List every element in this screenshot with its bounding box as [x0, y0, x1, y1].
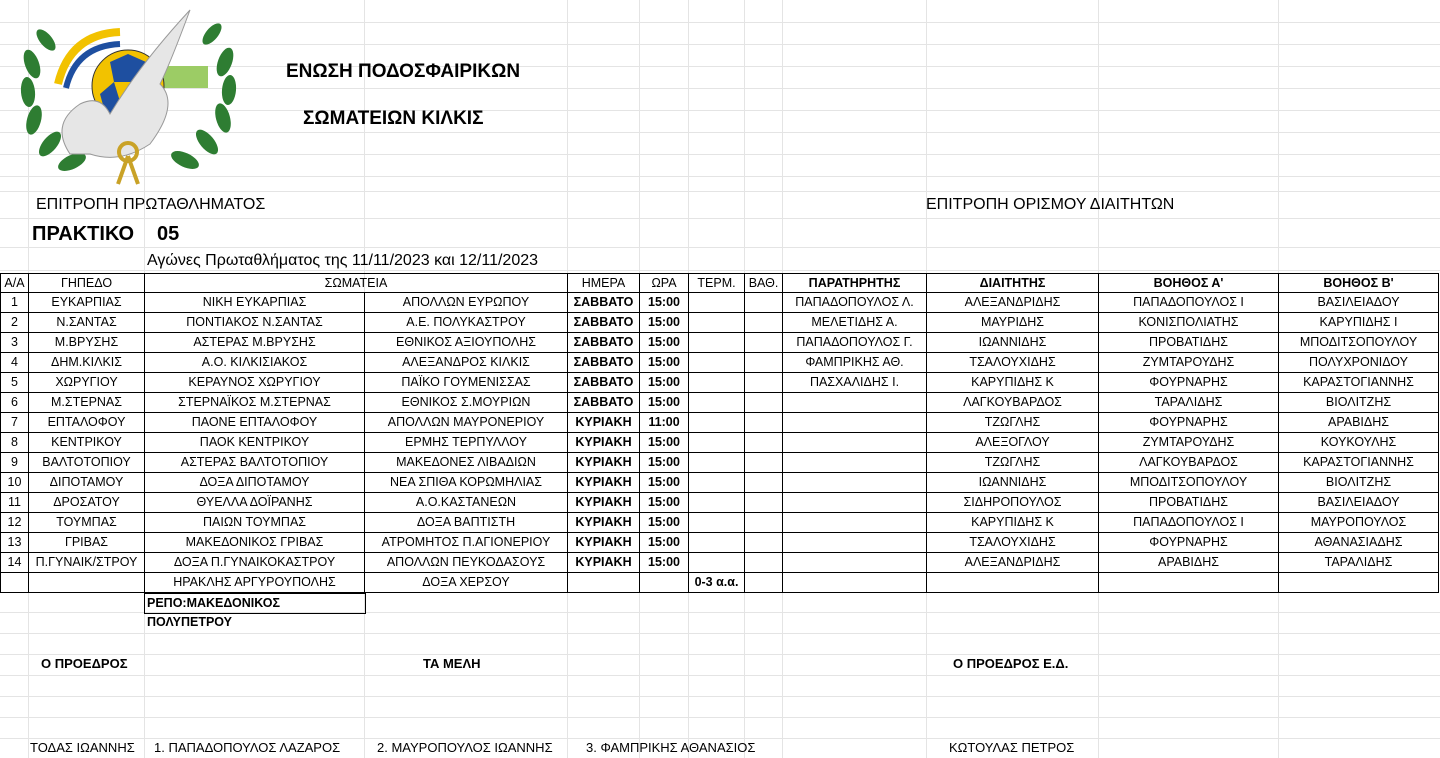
- table-row: [1, 333, 1439, 353]
- cell-referee: ΙΩΑΝΝΙΔΗΣ: [927, 473, 1099, 493]
- cell-day: ΚΥΡΙΑΚΗ: [568, 533, 640, 553]
- cell-assistant-b: ΚΑΡΥΠΙΔΗΣ Ι: [1279, 313, 1439, 333]
- cell-stadium: ΕΥΚΑΡΠΙΑΣ: [29, 293, 145, 313]
- cell-day: ΚΥΡΙΑΚΗ: [568, 453, 640, 473]
- cell-assistant-a: ΦΟΥΡΝΑΡΗΣ: [1099, 373, 1279, 393]
- header-time: ΩΡΑ: [640, 274, 689, 293]
- header-day: ΗΜΕΡΑ: [568, 274, 640, 293]
- cell-term: [689, 533, 745, 553]
- cell-stadium: ΔΗΜ.ΚΙΛΚΙΣ: [29, 353, 145, 373]
- signature-president: ΤΟΔΑΣ ΙΩΑΝΝΗΣ: [30, 740, 135, 755]
- cell-home: ΑΣΤΕΡΑΣ Μ.ΒΡΥΣΗΣ: [145, 333, 365, 353]
- cell-aa: 11: [1, 493, 29, 513]
- federation-logo: [10, 4, 248, 190]
- cell-home: ΔΟΞΑ ΔΙΠΟΤΑΜΟΥ: [145, 473, 365, 493]
- cell-referee: ΛΑΓΚΟΥΒΑΡΔΟΣ: [927, 393, 1099, 413]
- cell-day: [568, 573, 640, 593]
- cell-assistant-a: [1099, 573, 1279, 593]
- signature-member-3: 3. ΦΑΜΠΡΙΚΗΣ ΑΘΑΝΑΣΙΟΣ: [586, 740, 756, 755]
- cell-stadium: ΔΡΟΣΑΤΟΥ: [29, 493, 145, 513]
- cell-assistant-b: ΑΡΑΒΙΔΗΣ: [1279, 413, 1439, 433]
- cell-away: Α.Ε. ΠΟΛΥΚΑΣΤΡΟΥ: [365, 313, 568, 333]
- cell-day: ΚΥΡΙΑΚΗ: [568, 493, 640, 513]
- cell-referee: ΤΖΩΓΛΗΣ: [927, 453, 1099, 473]
- cell-term: [689, 393, 745, 413]
- table-header-row: [1, 274, 1439, 293]
- cell-away: Α.Ο.ΚΑΣΤΑΝΕΩΝ: [365, 493, 568, 513]
- table-row: [1, 293, 1439, 313]
- president-ed-label: Ο ΠΡΟΕΔΡΟΣ Ε.Δ.: [953, 656, 1069, 671]
- cell-day: ΚΥΡΙΑΚΗ: [568, 513, 640, 533]
- cell-referee: [927, 573, 1099, 593]
- cell-aa: 10: [1, 473, 29, 493]
- cell-stadium: ΒΑΛΤΟΤΟΠΙΟΥ: [29, 453, 145, 473]
- cell-aa: 6: [1, 393, 29, 413]
- cell-aa: [1, 573, 29, 593]
- members-label: ΤΑ ΜΕΛΗ: [423, 656, 481, 671]
- table-row: [1, 553, 1439, 573]
- cell-away: ΑΤΡΟΜΗΤΟΣ Π.ΑΓΙΟΝΕΡΙΟΥ: [365, 533, 568, 553]
- cell-home: ΜΑΚΕΔΟΝΙΚΟΣ ΓΡΙΒΑΣ: [145, 533, 365, 553]
- cell-day: ΚΥΡΙΑΚΗ: [568, 433, 640, 453]
- table-row: [1, 373, 1439, 393]
- table-row: [1, 513, 1439, 533]
- cell-grade: [745, 513, 783, 533]
- cell-assistant-b: ΒΙΟΛΙΤΖΗΣ: [1279, 473, 1439, 493]
- cell-stadium: ΕΠΤΑΛΟΦΟΥ: [29, 413, 145, 433]
- cell-referee: ΣΙΔΗΡΟΠΟΥΛΟΣ: [927, 493, 1099, 513]
- cell-observer: [783, 393, 927, 413]
- cell-time: 15:00: [640, 553, 689, 573]
- cell-day: ΣΑΒΒΑΤΟ: [568, 293, 640, 313]
- cell-assistant-a: ΛΑΓΚΟΥΒΑΡΔΟΣ: [1099, 453, 1279, 473]
- cell-time: 15:00: [640, 393, 689, 413]
- cell-term: [689, 473, 745, 493]
- repo-cell: ΡΕΠΟ:ΜΑΚΕΔΟΝΙΚΟΣ ΠΟΛΥΠΕΤΡΟΥ: [144, 593, 366, 614]
- cell-assistant-a: ΦΟΥΡΝΑΡΗΣ: [1099, 413, 1279, 433]
- cell-aa: 14: [1, 553, 29, 573]
- header-teams: ΣΩΜΑΤΕΙΑ: [145, 274, 568, 293]
- cell-grade: [745, 313, 783, 333]
- cell-home: ΔΟΞΑ Π.ΓΥΝΑΙΚΟΚΑΣΤΡΟΥ: [145, 553, 365, 573]
- signature-member-1: 1. ΠΑΠΑΔΟΠΟΥΛΟΣ ΛΑΖΑΡΟΣ: [154, 740, 341, 755]
- cell-grade: [745, 473, 783, 493]
- cell-aa: 12: [1, 513, 29, 533]
- cell-assistant-b: [1279, 573, 1439, 593]
- cell-stadium: ΓΡΙΒΑΣ: [29, 533, 145, 553]
- cell-referee: ΑΛΕΞΑΝΔΡΙΔΗΣ: [927, 293, 1099, 313]
- cell-term: [689, 433, 745, 453]
- cell-away: ΔΟΞΑ ΧΕΡΣΟΥ: [365, 573, 568, 593]
- signature-member-2: 2. ΜΑΥΡΟΠΟΥΛΟΣ ΙΩΑΝΝΗΣ: [377, 740, 553, 755]
- cell-assistant-a: ΠΑΠΑΔΟΠΟΥΛΟΣ Ι: [1099, 293, 1279, 313]
- table-row: [1, 533, 1439, 553]
- cell-day: ΚΥΡΙΑΚΗ: [568, 553, 640, 573]
- cell-away: ΑΠΟΛΛΩΝ ΕΥΡΩΠΟΥ: [365, 293, 568, 313]
- cell-time: 15:00: [640, 333, 689, 353]
- cell-assistant-b: ΒΑΣΙΛΕΙΑΔΟΥ: [1279, 493, 1439, 513]
- cell-home: ΠΑΟΚ ΚΕΝΤΡΙΚΟΥ: [145, 433, 365, 453]
- cell-aa: 9: [1, 453, 29, 473]
- praktiko-label: ΠΡΑΚΤΙΚΟ: [32, 223, 135, 245]
- cell-home: ΠΟΝΤΙΑΚΟΣ Ν.ΣΑΝΤΑΣ: [145, 313, 365, 333]
- cell-time: 15:00: [640, 513, 689, 533]
- cell-stadium: Μ.ΣΤΕΡΝΑΣ: [29, 393, 145, 413]
- cell-observer: [783, 553, 927, 573]
- header-assistant-b: ΒΟΗΘΟΣ Β': [1279, 274, 1439, 293]
- cell-term: [689, 333, 745, 353]
- cell-day: ΣΑΒΒΑΤΟ: [568, 313, 640, 333]
- cell-assistant-a: ΖΥΜΤΑΡΟΥΔΗΣ: [1099, 353, 1279, 373]
- cell-assistant-b: ΠΟΛΥΧΡΟΝΙΔΟΥ: [1279, 353, 1439, 373]
- praktiko-number: 05: [157, 223, 180, 245]
- cell-assistant-a: ΑΡΑΒΙΔΗΣ: [1099, 553, 1279, 573]
- header-term: ΤΕΡΜ.: [689, 274, 745, 293]
- cell-term: 0-3 α.α.: [689, 573, 745, 593]
- cell-referee: ΜΑΥΡΙΔΗΣ: [927, 313, 1099, 333]
- cell-time: 15:00: [640, 473, 689, 493]
- cell-aa: 13: [1, 533, 29, 553]
- cell-aa: 4: [1, 353, 29, 373]
- cell-time: 15:00: [640, 373, 689, 393]
- fixtures-table: [0, 273, 1439, 593]
- cell-aa: 2: [1, 313, 29, 333]
- cell-observer: [783, 513, 927, 533]
- cell-day: ΚΥΡΙΑΚΗ: [568, 473, 640, 493]
- cell-referee: ΤΣΑΛΟΥΧΙΔΗΣ: [927, 353, 1099, 373]
- table-row: [1, 413, 1439, 433]
- cell-observer: [783, 453, 927, 473]
- cell-home: Α.Ο. ΚΙΛΚΙΣΙΑΚΟΣ: [145, 353, 365, 373]
- table-row: [1, 573, 1439, 593]
- president-label: Ο ΠΡΟΕΔΡΟΣ: [41, 656, 128, 671]
- cell-time: 11:00: [640, 413, 689, 433]
- cell-term: [689, 493, 745, 513]
- header-referee: ΔΙΑΙΤΗΤΗΣ: [927, 274, 1099, 293]
- cell-aa: 8: [1, 433, 29, 453]
- cell-stadium: ΧΩΡΥΓΙΟΥ: [29, 373, 145, 393]
- header-stadium: ΓΗΠΕΔΟ: [29, 274, 145, 293]
- cell-observer: ΠΑΠΑΔΟΠΟΥΛΟΣ Γ.: [783, 333, 927, 353]
- header-observer: ΠΑΡΑΤΗΡΗΤΗΣ: [783, 274, 927, 293]
- cell-referee: ΚΑΡΥΠΙΔΗΣ Κ: [927, 373, 1099, 393]
- table-row: [1, 313, 1439, 333]
- cell-home: ΣΤΕΡΝΑΪΚΟΣ Μ.ΣΤΕΡΝΑΣ: [145, 393, 365, 413]
- cell-assistant-b: ΚΑΡΑΣΤΟΓΙΑΝΝΗΣ: [1279, 373, 1439, 393]
- table-row: [1, 433, 1439, 453]
- cell-away: ΑΛΕΞΑΝΔΡΟΣ ΚΙΛΚΙΣ: [365, 353, 568, 373]
- table-row: [1, 353, 1439, 373]
- cell-assistant-a: ΚΟΝΙΣΠΟΛΙΑΤΗΣ: [1099, 313, 1279, 333]
- cell-time: [640, 573, 689, 593]
- cell-home: ΠΑΟΝΕ ΕΠΤΑΛΟΦΟΥ: [145, 413, 365, 433]
- cell-term: [689, 453, 745, 473]
- table-row: [1, 393, 1439, 413]
- cell-referee: ΑΛΕΞΑΝΔΡΙΔΗΣ: [927, 553, 1099, 573]
- cell-assistant-a: ΦΟΥΡΝΑΡΗΣ: [1099, 533, 1279, 553]
- cell-assistant-a: ΖΥΜΤΑΡΟΥΔΗΣ: [1099, 433, 1279, 453]
- cell-away: ΕΘΝΙΚΟΣ ΑΞΙΟΥΠΟΛΗΣ: [365, 333, 568, 353]
- cell-time: 15:00: [640, 493, 689, 513]
- cell-stadium: Π.ΓΥΝΑΙΚ/ΣΤΡΟΥ: [29, 553, 145, 573]
- cell-grade: [745, 553, 783, 573]
- table-row: [1, 493, 1439, 513]
- cell-day: ΣΑΒΒΑΤΟ: [568, 333, 640, 353]
- table-row: [1, 453, 1439, 473]
- cell-grade: [745, 353, 783, 373]
- cell-stadium: ΔΙΠΟΤΑΜΟΥ: [29, 473, 145, 493]
- cell-home: ΝΙΚΗ ΕΥΚΑΡΠΙΑΣ: [145, 293, 365, 313]
- cell-away: ΠΑΪΚΟ ΓΟΥΜΕΝΙΣΣΑΣ: [365, 373, 568, 393]
- cell-aa: 5: [1, 373, 29, 393]
- cell-observer: ΠΑΠΑΔΟΠΟΥΛΟΣ Λ.: [783, 293, 927, 313]
- cell-grade: [745, 533, 783, 553]
- cell-assistant-a: ΜΠΟΔΙΤΣΟΠΟΥΛΟΥ: [1099, 473, 1279, 493]
- cell-referee: ΙΩΑΝΝΙΔΗΣ: [927, 333, 1099, 353]
- cell-term: [689, 293, 745, 313]
- cell-assistant-a: ΠΡΟΒΑΤΙΔΗΣ: [1099, 333, 1279, 353]
- cell-observer: [783, 533, 927, 553]
- cell-term: [689, 553, 745, 573]
- cell-assistant-b: ΚΑΡΑΣΤΟΓΙΑΝΝΗΣ: [1279, 453, 1439, 473]
- cell-grade: [745, 373, 783, 393]
- cell-observer: [783, 473, 927, 493]
- cell-grade: [745, 453, 783, 473]
- cell-stadium: ΚΕΝΤΡΙΚΟΥ: [29, 433, 145, 453]
- cell-time: 15:00: [640, 293, 689, 313]
- cell-time: 15:00: [640, 533, 689, 553]
- cell-stadium: ΤΟΥΜΠΑΣ: [29, 513, 145, 533]
- cell-away: ΔΟΞΑ ΒΑΠΤΙΣΤΗ: [365, 513, 568, 533]
- cell-home: ΑΣΤΕΡΑΣ ΒΑΛΤΟΤΟΠΙΟΥ: [145, 453, 365, 473]
- cell-time: 15:00: [640, 353, 689, 373]
- matchday-subtitle: Αγώνες Πρωταθλήματος της 11/11/2023 και 12/11/2023: [147, 252, 539, 269]
- header-grade: ΒΑΘ.: [745, 274, 783, 293]
- cell-assistant-b: ΜΑΥΡΟΠΟΥΛΟΣ: [1279, 513, 1439, 533]
- cell-observer: ΜΕΛΕΤΙΔΗΣ Α.: [783, 313, 927, 333]
- cell-term: [689, 413, 745, 433]
- cell-stadium: [29, 573, 145, 593]
- cell-away: ΝΕΑ ΣΠΙΘΑ ΚΟΡΩΜΗΛΙΑΣ: [365, 473, 568, 493]
- cell-assistant-b: ΒΙΟΛΙΤΖΗΣ: [1279, 393, 1439, 413]
- cell-observer: ΠΑΣΧΑΛΙΔΗΣ Ι.: [783, 373, 927, 393]
- cell-away: ΕΘΝΙΚΟΣ Σ.ΜΟΥΡΙΩΝ: [365, 393, 568, 413]
- cell-assistant-a: ΠΡΟΒΑΤΙΔΗΣ: [1099, 493, 1279, 513]
- cell-assistant-b: ΚΟΥΚΟΥΛΗΣ: [1279, 433, 1439, 453]
- cell-assistant-b: ΜΠΟΔΙΤΣΟΠΟΥΛΟΥ: [1279, 333, 1439, 353]
- cell-term: [689, 353, 745, 373]
- cell-home: ΚΕΡΑΥΝΟΣ ΧΩΡΥΓΙΟΥ: [145, 373, 365, 393]
- cell-day: ΣΑΒΒΑΤΟ: [568, 353, 640, 373]
- cell-observer: [783, 493, 927, 513]
- cell-observer: [783, 573, 927, 593]
- cell-time: 15:00: [640, 433, 689, 453]
- cell-grade: [745, 413, 783, 433]
- referee-committee-label: ΕΠΙΤΡΟΠΗ ΟΡΙΣΜΟΥ ΔΙΑΙΤΗΤΩΝ: [926, 196, 1175, 213]
- cell-aa: 1: [1, 293, 29, 313]
- cell-observer: [783, 413, 927, 433]
- cell-day: ΣΑΒΒΑΤΟ: [568, 393, 640, 413]
- cell-grade: [745, 433, 783, 453]
- header-aa: Α/Α: [1, 274, 29, 293]
- title-line-2: ΣΩΜΑΤΕΙΩΝ ΚΙΛΚΙΣ: [303, 108, 484, 129]
- cell-away: ΕΡΜΗΣ ΤΕΡΠΥΛΛΟΥ: [365, 433, 568, 453]
- cell-referee: ΤΖΩΓΛΗΣ: [927, 413, 1099, 433]
- cell-grade: [745, 293, 783, 313]
- cell-home: ΠΑΙΩΝ ΤΟΥΜΠΑΣ: [145, 513, 365, 533]
- cell-grade: [745, 493, 783, 513]
- cell-grade: [745, 393, 783, 413]
- cell-stadium: Ν.ΣΑΝΤΑΣ: [29, 313, 145, 333]
- cell-away: ΑΠΟΛΛΩΝ ΜΑΥΡΟΝΕΡΙΟΥ: [365, 413, 568, 433]
- cell-term: [689, 513, 745, 533]
- cell-aa: 3: [1, 333, 29, 353]
- cell-assistant-b: ΑΘΑΝΑΣΙΑΔΗΣ: [1279, 533, 1439, 553]
- cell-assistant-a: ΤΑΡΑΛΙΔΗΣ: [1099, 393, 1279, 413]
- championship-committee-label: ΕΠΙΤΡΟΠΗ ΠΡΩΤΑΘΛΗΜΑΤΟΣ: [36, 196, 266, 213]
- cell-observer: [783, 433, 927, 453]
- cell-time: 15:00: [640, 453, 689, 473]
- table-row: [1, 473, 1439, 493]
- cell-referee: ΚΑΡΥΠΙΔΗΣ Κ: [927, 513, 1099, 533]
- cell-observer: ΦΑΜΠΡΙΚΗΣ ΑΘ.: [783, 353, 927, 373]
- cell-aa: 7: [1, 413, 29, 433]
- cell-referee: ΤΣΑΛΟΥΧΙΔΗΣ: [927, 533, 1099, 553]
- title-line-1: ΕΝΩΣΗ ΠΟΔΟΣΦΑΙΡΙΚΩΝ: [286, 61, 521, 82]
- cell-day: ΣΑΒΒΑΤΟ: [568, 373, 640, 393]
- cell-grade: [745, 333, 783, 353]
- cell-away: ΑΠΟΛΛΩΝ ΠΕΥΚΟΔΑΣΟΥΣ: [365, 553, 568, 573]
- cell-referee: ΑΛΕΞΟΓΛΟΥ: [927, 433, 1099, 453]
- cell-term: [689, 373, 745, 393]
- cell-assistant-a: ΠΑΠΑΔΟΠΟΥΛΟΣ Ι: [1099, 513, 1279, 533]
- cell-away: ΜΑΚΕΔΟΝΕΣ ΛΙΒΑΔΙΩΝ: [365, 453, 568, 473]
- cell-grade: [745, 573, 783, 593]
- cell-day: ΚΥΡΙΑΚΗ: [568, 413, 640, 433]
- cell-term: [689, 313, 745, 333]
- cell-time: 15:00: [640, 313, 689, 333]
- signature-president-ed: ΚΩΤΟΥΛΑΣ ΠΕΤΡΟΣ: [949, 740, 1075, 755]
- cell-home: ΘΥΕΛΛΑ ΔΟΪΡΑΝΗΣ: [145, 493, 365, 513]
- header-assistant-a: ΒΟΗΘΟΣ Α': [1099, 274, 1279, 293]
- cell-stadium: Μ.ΒΡΥΣΗΣ: [29, 333, 145, 353]
- cell-home: ΗΡΑΚΛΗΣ ΑΡΓΥΡΟΥΠΟΛΗΣ: [145, 573, 365, 593]
- cell-assistant-b: ΒΑΣΙΛΕΙΑΔΟΥ: [1279, 293, 1439, 313]
- cell-assistant-b: ΤΑΡΑΛΙΔΗΣ: [1279, 553, 1439, 573]
